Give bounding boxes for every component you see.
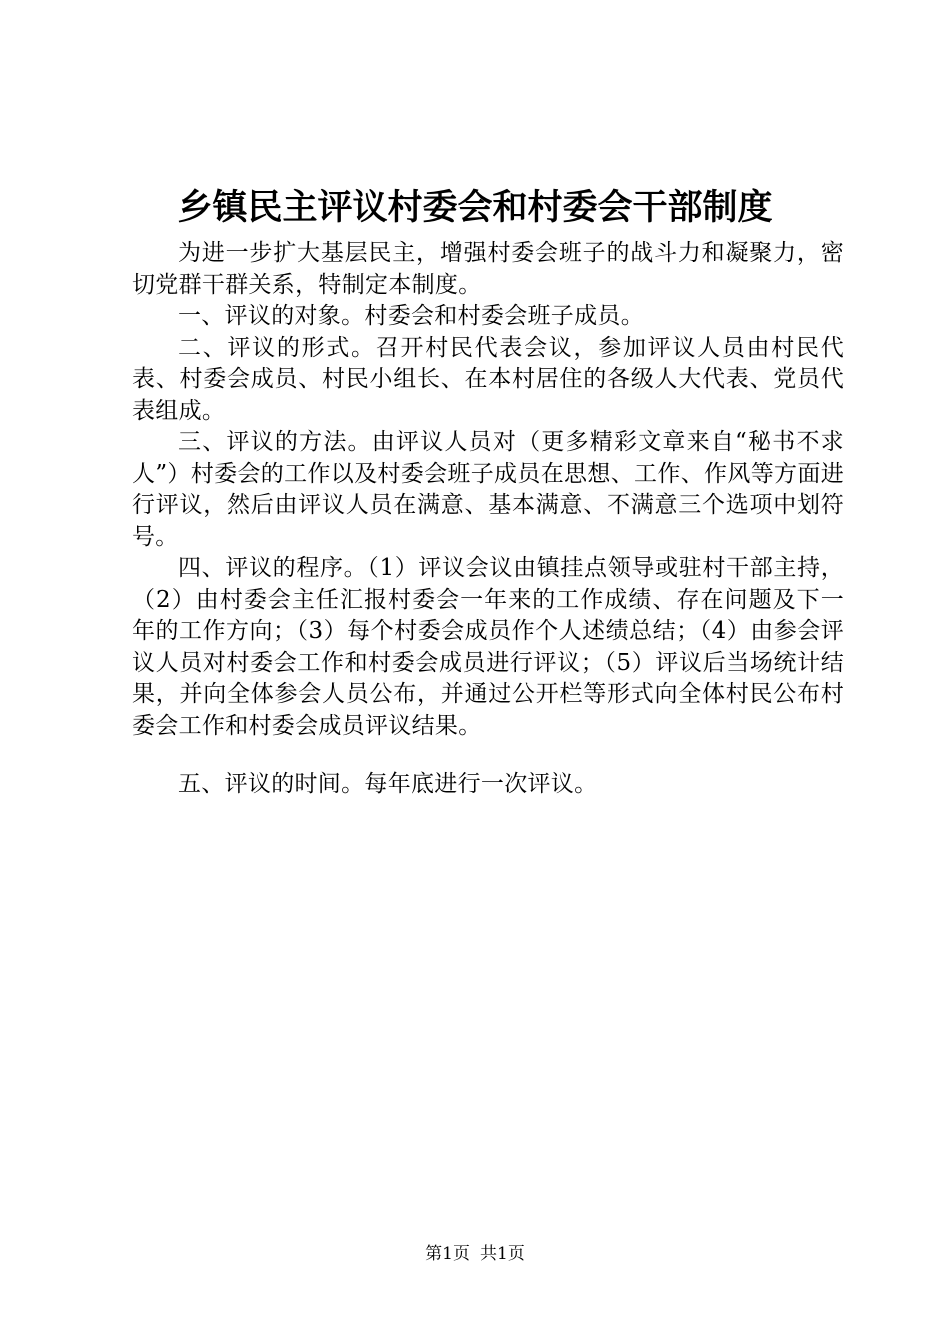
page-footer [0,1242,950,1266]
paragraph-section-4: 四、评议的程序。（1）评议会议由镇挂点领导或驻村干部主持，（2）由村委会主任汇报村委会一年来的工作成绩、存在问题及下一年的工作方向；（3）每个村委会成员作个人述绩总结；（4）由参会评议人员对村委会工作和村委会成员进行评议；（5）评议后当场统计结果，并向全体参会人员公布，并通过公开栏等形式向全体村民公布村委会工作和村委会成员评议结果。 [132,555,844,739]
paragraph-section-1: 一、评议的对象。村委会和村委会班子成员。 [178,303,644,329]
page-number: 第1页 [425,1244,470,1264]
document-body [132,238,844,801]
document-title: 乡镇民主评议村委会和村委会干部制度 [177,187,773,228]
paragraph-section-5: 五、评议的时间。每年底进行一次评议。 [178,771,598,797]
paragraph-section-2: 二、评议的形式。召开村民代表会议，参加评议人员由村民代表、村委会成员、村民小组长、在本村居住的各级人大代表、党员代表组成。 [132,334,844,424]
page-total: 共1页 [480,1244,525,1264]
paragraph-gap [132,742,844,769]
paragraph-section-3: 三、评议的方法。由评议人员对（更多精彩文章来自“秘书不求人”）村委会的工作以及村委会班子成员在思想、工作、作风等方面进行评议，然后由评议人员在满意、基本满意、不满意三个选项中划符号。 [132,429,844,550]
paragraph-intro: 为进一步扩大基层民主，增强村委会班子的战斗力和凝聚力，密切党群干群关系，特制定本制度。 [132,240,844,298]
